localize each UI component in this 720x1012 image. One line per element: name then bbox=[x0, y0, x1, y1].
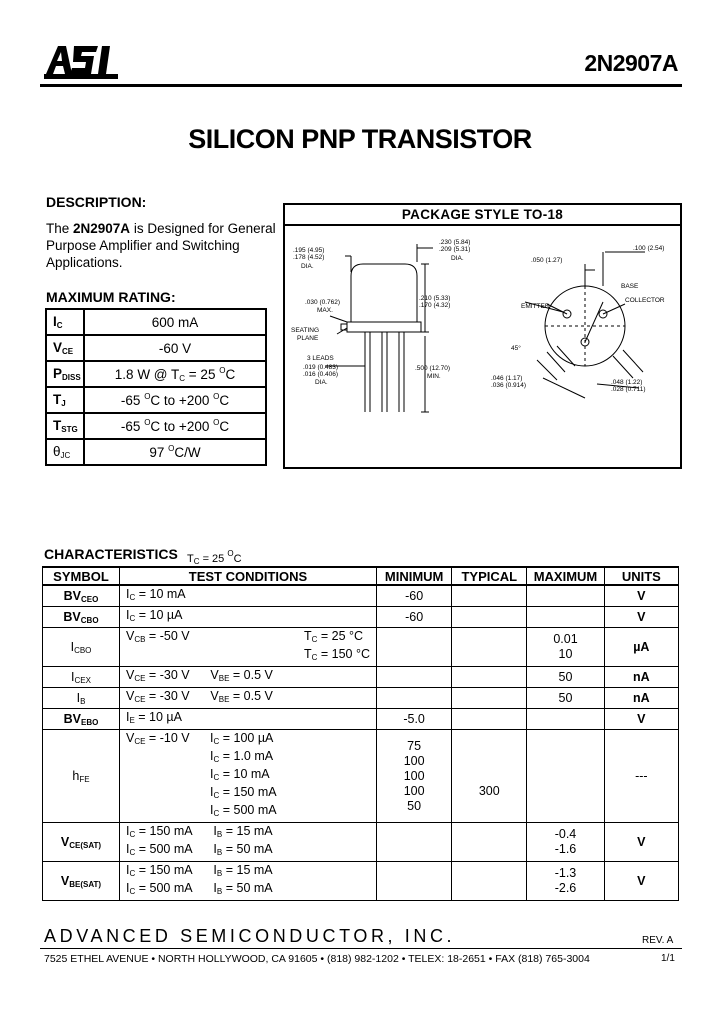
maximum-cell: 0.01 10 bbox=[527, 628, 604, 667]
units-cell: nA bbox=[604, 688, 678, 709]
table-row bbox=[43, 607, 679, 628]
characteristics-condition: $T_C = 25$ $^O$C bbox=[187, 549, 242, 566]
package-title: PACKAGE STYLE TO-18 bbox=[285, 205, 680, 226]
table-row bbox=[43, 688, 679, 709]
column-header: TYPICAL bbox=[452, 567, 527, 585]
minimum-cell bbox=[377, 688, 452, 709]
table-row: $T_{STG}$ -65 $^O$C to +200 $^O$C bbox=[46, 413, 266, 439]
symbol-cell: $BV_{CBO}$ bbox=[43, 607, 120, 628]
table-row bbox=[43, 667, 679, 688]
dim-label: COLLECTOR bbox=[625, 297, 665, 304]
maximum-cell bbox=[527, 585, 604, 607]
dim-label: .178 (4.52) bbox=[293, 254, 325, 261]
condition-cell: $I_E = 10$ µA bbox=[119, 709, 376, 730]
max-rating-table bbox=[45, 308, 267, 466]
characteristics-table bbox=[42, 566, 679, 901]
dim-label: .019 (0.483) bbox=[303, 364, 339, 371]
minimum-cell bbox=[377, 862, 452, 901]
typical-cell bbox=[452, 688, 527, 709]
units-cell: µA bbox=[604, 628, 678, 667]
company-address: 7525 ETHEL AVENUE • NORTH HOLLYWOOD, CA 91605 • (818) 982-1202 • TELEX: 18-2651 • FAX (818) 765-3004 bbox=[44, 953, 590, 965]
typical-cell bbox=[452, 823, 527, 862]
symbol-cell: $I_{CEX}$ bbox=[43, 667, 120, 688]
dim-label: DIA. bbox=[315, 379, 328, 386]
condition-cell: $V_{CE} = -30$ V $V_{BE} = 0.5$ V bbox=[119, 667, 376, 688]
condition-cell: $I_C = 10$ µA bbox=[119, 607, 376, 628]
table-row bbox=[43, 585, 679, 607]
maximum-cell: 50 bbox=[527, 688, 604, 709]
symbol-cell: $I_{CBO}$ bbox=[43, 628, 120, 667]
dim-label: .195 (4.95) bbox=[293, 247, 325, 254]
dim-label: .048 (1.22) bbox=[611, 379, 643, 386]
asi-logo bbox=[44, 42, 118, 80]
units-cell: V bbox=[604, 862, 678, 901]
max-rating-heading: MAXIMUM RATING: bbox=[46, 289, 176, 305]
table-row bbox=[43, 862, 679, 901]
condition-cell: $I_C = 150$ mA $I_B = 15$ mA $I_C = 500$ mA $I_B = 50$ mA bbox=[119, 823, 376, 862]
typical-cell bbox=[452, 585, 527, 607]
table-row: $P_{DISS}$ 1.8 W @ $T_C = 25$ $^O$C bbox=[46, 361, 266, 387]
maximum-cell bbox=[527, 709, 604, 730]
part-number: 2N2907A bbox=[584, 50, 678, 76]
dim-label: 3 LEADS bbox=[307, 355, 334, 362]
page-number: 1/1 bbox=[661, 953, 675, 964]
dim-label: .170 (4.32) bbox=[419, 302, 451, 309]
dim-label: 45° bbox=[511, 345, 521, 352]
dim-label: .030 (0.762) bbox=[305, 299, 341, 306]
units-cell: V bbox=[604, 607, 678, 628]
characteristics-heading: CHARACTERISTICS bbox=[44, 546, 178, 562]
symbol-cell: $h_{FE}$ bbox=[43, 730, 120, 823]
dim-label: BASE bbox=[621, 283, 639, 290]
minimum-cell: -60 bbox=[377, 585, 452, 607]
dim-label: .016 (0.406) bbox=[303, 371, 339, 378]
maximum-cell bbox=[527, 730, 604, 823]
minimum-cell: 75 100 100 100 50 bbox=[377, 730, 452, 823]
dim-label: .050 (1.27) bbox=[531, 257, 563, 264]
company-name: ADVANCED SEMICONDUCTOR, INC. bbox=[44, 926, 456, 946]
footer-rule bbox=[40, 948, 682, 949]
column-header: TEST CONDITIONS bbox=[119, 567, 376, 585]
maximum-cell: -0.4 -1.6 bbox=[527, 823, 604, 862]
condition-cell: $V_{CB} = -50$ V $T_C = 25$ °C $T_C = 150$ °C bbox=[119, 628, 376, 667]
units-cell: nA bbox=[604, 667, 678, 688]
dim-label: DIA. bbox=[301, 263, 314, 270]
column-header: UNITS bbox=[604, 567, 678, 585]
dim-label: DIA. bbox=[451, 255, 464, 262]
maximum-cell bbox=[527, 607, 604, 628]
typical-cell bbox=[452, 667, 527, 688]
column-header: MINIMUM bbox=[377, 567, 452, 585]
table-header-row bbox=[43, 567, 679, 585]
dim-label: .230 (5.84) bbox=[439, 239, 471, 246]
typical-cell bbox=[452, 862, 527, 901]
units-cell: V bbox=[604, 585, 678, 607]
minimum-cell bbox=[377, 628, 452, 667]
symbol-cell: $BV_{EBO}$ bbox=[43, 709, 120, 730]
package-box bbox=[283, 203, 682, 469]
dim-label: .100 (2.54) bbox=[633, 245, 665, 252]
column-header: SYMBOL bbox=[43, 567, 120, 585]
page-title: SILICON PNP TRANSISTOR bbox=[188, 124, 532, 154]
dim-label: SEATING bbox=[291, 327, 320, 334]
units-cell: V bbox=[604, 709, 678, 730]
column-header: MAXIMUM bbox=[527, 567, 604, 585]
table-row: $T_J$ -65 $^O$C to +200 $^O$C bbox=[46, 387, 266, 413]
symbol-cell: $V_{CE(SAT)}$ bbox=[43, 823, 120, 862]
minimum-cell bbox=[377, 667, 452, 688]
dim-label: PLANE bbox=[297, 335, 319, 342]
table-row: $V_{CE}$ -60 V bbox=[46, 335, 266, 361]
units-cell: V bbox=[604, 823, 678, 862]
maximum-cell: 50 bbox=[527, 667, 604, 688]
package-drawing bbox=[285, 226, 680, 467]
condition-cell: $I_C = 10$ mA bbox=[119, 585, 376, 607]
typical-cell bbox=[452, 607, 527, 628]
dim-label: MIN. bbox=[427, 373, 441, 380]
dim-label: .210 (5.33) bbox=[419, 295, 451, 302]
dim-label: .036 (0.914) bbox=[491, 382, 527, 389]
dim-label: MAX. bbox=[317, 307, 333, 314]
typical-cell bbox=[452, 709, 527, 730]
table-row bbox=[43, 730, 679, 823]
typical-cell: 300 bbox=[452, 730, 527, 823]
minimum-cell bbox=[377, 823, 452, 862]
dim-label: .028 (0.711) bbox=[611, 386, 646, 393]
minimum-cell: -5.0 bbox=[377, 709, 452, 730]
dim-label: .046 (1.17) bbox=[491, 375, 523, 382]
description-text: The 2N2907A is Designed for General Purpose Amplifier and Switching Applications. bbox=[46, 221, 276, 270]
table-row: $\theta_{JC}$ 97 $^O$C/W bbox=[46, 439, 266, 465]
description-heading: DESCRIPTION: bbox=[46, 194, 147, 210]
maximum-cell: -1.3 -2.6 bbox=[527, 862, 604, 901]
table-row bbox=[43, 823, 679, 862]
header-rule bbox=[40, 84, 682, 87]
condition-cell: $I_C = 150$ mA $I_B = 15$ mA $I_C = 500$ mA $I_B = 50$ mA bbox=[119, 862, 376, 901]
table-row bbox=[43, 709, 679, 730]
symbol-cell: $I_B$ bbox=[43, 688, 120, 709]
dim-label: EMITTER bbox=[521, 303, 550, 310]
dim-label: .209 (5.31) bbox=[439, 246, 471, 253]
condition-cell: $V_{CE} = -10$ V $I_C = 100$ µA $I_C = 1.0$ mA $I_C = 10$ mA $I_C = 150$ mA $I_C = 500$ mA bbox=[119, 730, 376, 823]
minimum-cell: -60 bbox=[377, 607, 452, 628]
symbol-cell: $V_{BE(SAT)}$ bbox=[43, 862, 120, 901]
table-row bbox=[43, 628, 679, 667]
symbol-cell: $BV_{CEO}$ bbox=[43, 585, 120, 607]
table-row: $I_C$ 600 mA bbox=[46, 309, 266, 335]
revision: REV. A bbox=[642, 935, 674, 946]
units-cell: --- bbox=[604, 730, 678, 823]
dim-label: .500 (12.70) bbox=[415, 365, 451, 372]
typical-cell bbox=[452, 628, 527, 667]
condition-cell: $V_{CE} = -30$ V $V_{BE} = 0.5$ V bbox=[119, 688, 376, 709]
